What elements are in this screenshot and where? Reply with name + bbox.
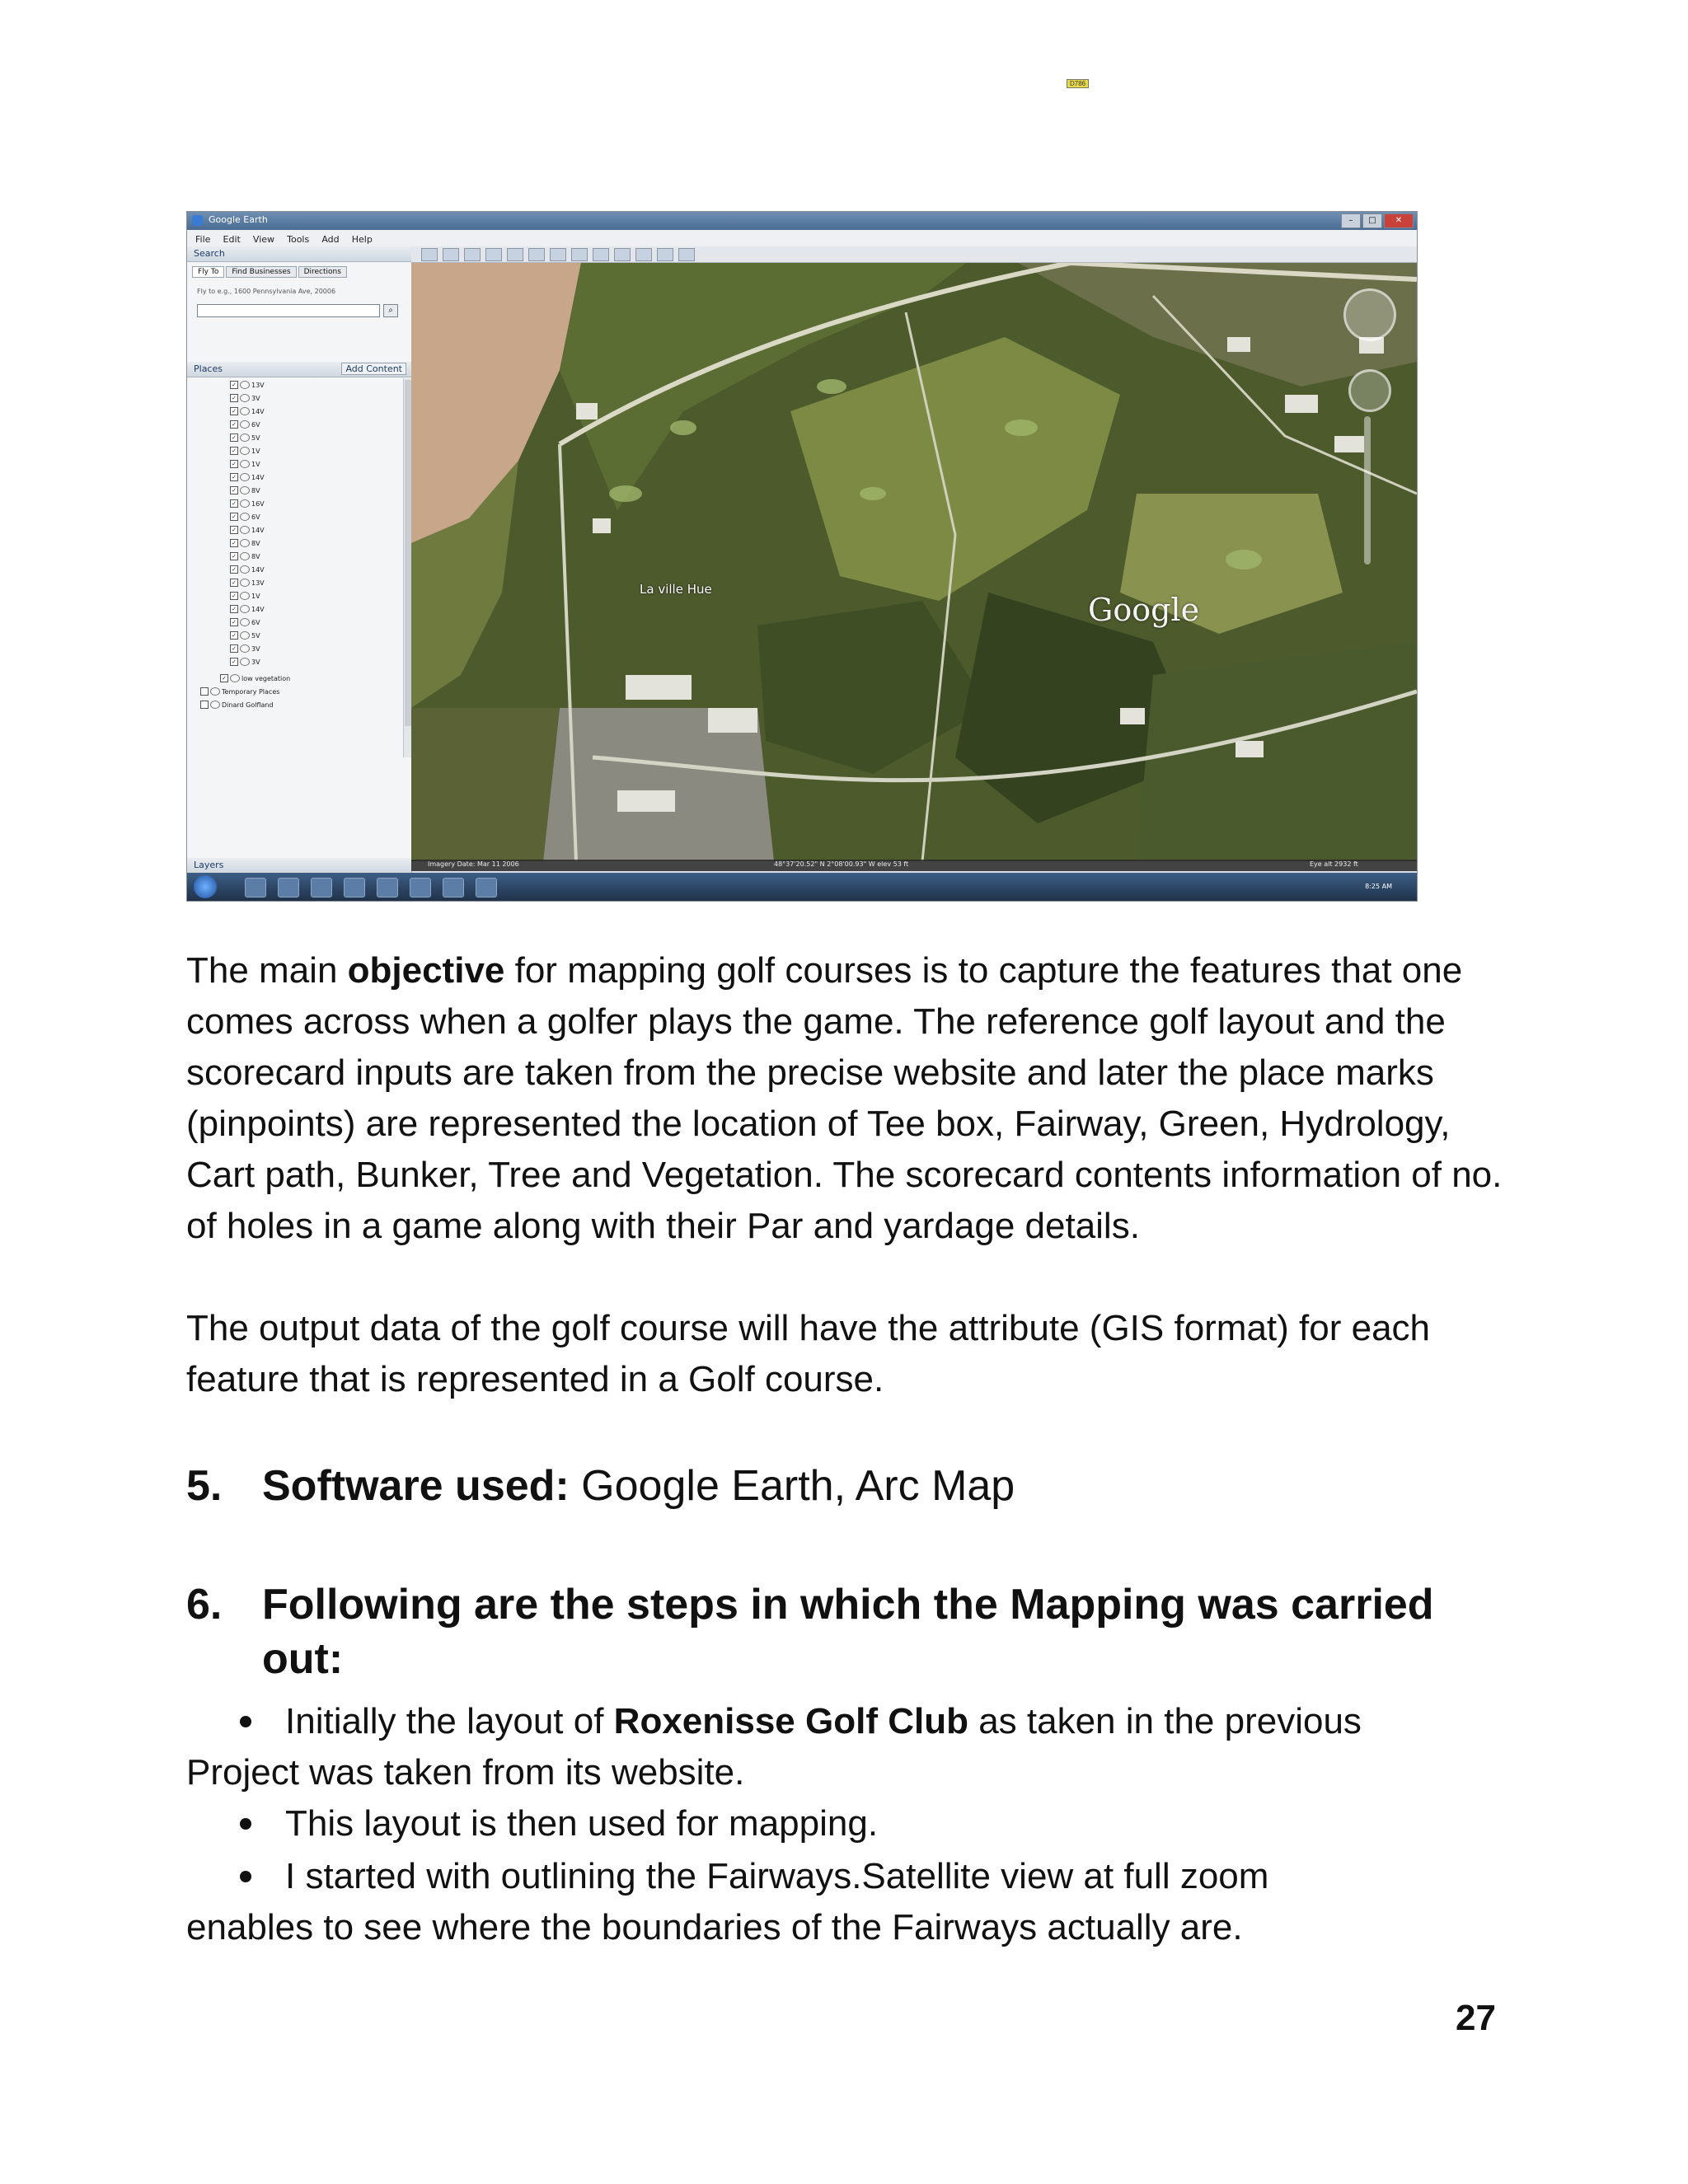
- placemark-icon: [240, 539, 250, 547]
- app-taskbar-icon[interactable]: [344, 878, 365, 898]
- ruler-icon[interactable]: [614, 248, 631, 261]
- scrollbar-thumb[interactable]: [405, 380, 411, 726]
- page-number: 27: [1456, 1998, 1496, 2038]
- window-titlebar: [187, 212, 1417, 230]
- list-item[interactable]: ✓ 3V: [230, 657, 260, 667]
- google-earth-app-icon: [192, 215, 203, 226]
- list-item[interactable]: ✓ 8V: [230, 485, 260, 495]
- paragraph-output-data: The output data of the golf course will have the attribute (GIS format) for each feature that is represented in a Golf course.: [186, 1308, 1431, 1399]
- placemark-icon: [240, 526, 250, 534]
- list-item[interactable]: ✓ 5V: [230, 630, 260, 640]
- app-taskbar-icon[interactable]: [311, 878, 332, 898]
- fly-to-hint: Fly to e.g., 1600 Pennsylvania Ave, 20006: [197, 288, 336, 295]
- list-item[interactable]: ✓ 6V: [230, 419, 260, 429]
- imagery-date: Imagery Date: Mar 11 2006: [428, 860, 519, 868]
- menu-add[interactable]: Add: [321, 234, 340, 245]
- checkbox-icon[interactable]: ✓: [230, 420, 238, 429]
- places-panel-title: Places: [194, 363, 223, 374]
- zoom-slider[interactable]: [1364, 416, 1371, 565]
- list-item[interactable]: ✓ 5V: [230, 433, 260, 443]
- placemark-icon: [240, 407, 250, 415]
- placemark-icon: [240, 565, 250, 574]
- checkbox-icon[interactable]: ✓: [230, 513, 238, 521]
- bullet-outlining-fairways: I started with outlining the Fairways.Satellite view at full zoom: [285, 1856, 1269, 1896]
- menu-view[interactable]: View: [252, 234, 275, 245]
- checkbox-icon[interactable]: ✓: [230, 473, 238, 481]
- placemark-icon: [240, 499, 250, 508]
- checkbox-icon[interactable]: ✓: [230, 644, 238, 653]
- search-panel-title: Search: [194, 248, 225, 259]
- list-item[interactable]: ✓ 1V: [230, 459, 260, 469]
- placemark-icon: [240, 434, 250, 442]
- placemark-icon: [240, 592, 250, 600]
- checkbox-icon[interactable]: [200, 701, 209, 709]
- tab-directions[interactable]: Directions: [298, 266, 347, 278]
- search-icon[interactable]: ⌕: [383, 304, 398, 317]
- folder-icon: [230, 674, 240, 682]
- paragraph-objective: The main objective for mapping golf courses is to capture the features that one comes across when a golfer plays the game. The reference golf layout and the scorecard inputs are taken from the precise website and later the place marks (pinpoints) are represented the location of Tee box, Fairway, Green, Hydrology, Cart path, Bunker, Tree and Vegetation. The scorecard contents information of no. of holes in a game along with their Par and yardage details.: [186, 950, 1503, 1246]
- layers-panel-header[interactable]: [187, 858, 411, 874]
- satellite-imagery: [411, 246, 1417, 861]
- bullet-outlining-fairways-continued: enables to see where the boundaries of the Fairways actually are.: [186, 1907, 1243, 1947]
- historical-imagery-icon[interactable]: [550, 248, 566, 261]
- checkbox-icon[interactable]: ✓: [230, 579, 238, 587]
- planet-icon[interactable]: [593, 248, 609, 261]
- list-item[interactable]: ✓ 14V: [230, 604, 265, 614]
- list-item[interactable]: ✓ 6V: [230, 617, 260, 627]
- placemark-icon: [240, 618, 250, 626]
- placemark-icon: [240, 658, 250, 666]
- checkbox-icon[interactable]: ✓: [230, 447, 238, 455]
- checkbox-icon[interactable]: ✓: [230, 381, 238, 389]
- polygon-tool-icon[interactable]: [464, 248, 481, 261]
- checkbox-icon[interactable]: ✓: [230, 605, 238, 613]
- menu-help[interactable]: Help: [351, 234, 373, 245]
- list-item[interactable]: ✓ 14V: [230, 472, 265, 482]
- print-icon[interactable]: [657, 248, 673, 261]
- checkbox-icon[interactable]: ✓: [230, 499, 238, 508]
- bullet-layout-used: This layout is then used for mapping.: [285, 1803, 879, 1844]
- checkbox-icon[interactable]: ✓: [220, 674, 228, 682]
- app-taskbar-icon[interactable]: [377, 878, 398, 898]
- checkbox-icon[interactable]: ✓: [230, 592, 238, 600]
- checkbox-icon[interactable]: ✓: [230, 658, 238, 666]
- search-input[interactable]: [197, 304, 380, 317]
- google-earth-taskbar-icon[interactable]: [443, 878, 464, 898]
- tour-tool-icon[interactable]: [528, 248, 545, 261]
- heading-steps: 6. Following are the steps in which the Mapping was carried: [186, 1581, 1434, 1629]
- map-place-label: La ville Hue: [640, 582, 712, 597]
- checkbox-icon[interactable]: ✓: [230, 526, 238, 534]
- menu-bar: [187, 230, 1417, 247]
- close-button[interactable]: ✕: [1384, 213, 1414, 228]
- places-list: [187, 377, 403, 805]
- list-item[interactable]: Temporary Places: [200, 687, 279, 696]
- placemark-icon: [240, 447, 250, 455]
- menu-tools[interactable]: Tools: [287, 234, 310, 245]
- list-item[interactable]: ✓ 16V: [230, 499, 265, 509]
- placemark-icon: [240, 381, 250, 389]
- checkbox-icon[interactable]: ✓: [230, 486, 238, 494]
- windows-taskbar: [187, 873, 1417, 901]
- bullet-icon: [240, 1716, 251, 1727]
- taskbar-clock: 8:25 AM: [1365, 883, 1392, 890]
- checkbox-icon[interactable]: ✓: [230, 539, 238, 547]
- list-item[interactable]: ✓ 14V: [230, 565, 265, 574]
- map-toolbar: [411, 246, 1417, 263]
- sidebar-toggle-icon[interactable]: [421, 248, 438, 261]
- placemark-icon: [240, 644, 250, 653]
- start-button-icon[interactable]: [194, 875, 217, 898]
- move-joystick-icon[interactable]: [1348, 369, 1391, 412]
- placemark-icon: [240, 473, 250, 481]
- heading-steps-continued: out:: [262, 1635, 344, 1683]
- list-item[interactable]: ✓ 1V: [230, 591, 260, 601]
- email-icon[interactable]: [635, 248, 652, 261]
- placemark-icon: [240, 486, 250, 494]
- bullet-layout-taken: Initially the layout of Roxenisse Golf Club as taken in the previous: [285, 1701, 1362, 1741]
- window-title: Google Earth: [209, 214, 268, 225]
- list-item[interactable]: ✓ 14V: [230, 406, 265, 416]
- list-item[interactable]: Dinard Golfland: [200, 700, 274, 710]
- placemark-icon: [240, 579, 250, 587]
- objective-bold: objective: [347, 950, 505, 991]
- placemark-icon: [240, 460, 250, 468]
- places-panel-header[interactable]: [187, 362, 411, 377]
- menu-file[interactable]: File: [195, 234, 211, 245]
- checkbox-icon[interactable]: ✓: [230, 618, 238, 626]
- cursor-coordinates: 48°37'20.52" N 2°08'00.93" W elev 53 ft: [774, 860, 909, 868]
- minimize-button[interactable]: –: [1341, 213, 1361, 228]
- search-panel-header[interactable]: [187, 246, 411, 262]
- placemark-icon: [240, 513, 250, 521]
- checkbox-icon[interactable]: ✓: [230, 565, 238, 574]
- heading-software-used: 5. Software used: Google Earth, Arc Map: [186, 1462, 1015, 1510]
- google-earth-screenshot: [186, 211, 1418, 902]
- placemark-icon: [240, 420, 250, 429]
- map-road-label: D786: [1067, 79, 1089, 88]
- list-item[interactable]: ✓ 14V: [230, 525, 265, 535]
- placemark-tool-icon[interactable]: [443, 248, 459, 261]
- checkbox-icon[interactable]: [200, 687, 209, 696]
- bullet-icon: [240, 1871, 251, 1882]
- checkbox-icon[interactable]: ✓: [230, 407, 238, 415]
- list-item[interactable]: ✓ 1V: [230, 446, 260, 456]
- app-taskbar-icon[interactable]: [476, 878, 497, 898]
- tab-fly-to[interactable]: Fly To: [192, 266, 224, 278]
- folder-icon: [210, 687, 220, 696]
- tab-find-businesses[interactable]: Find Businesses: [226, 266, 296, 278]
- explorer-taskbar-icon[interactable]: [278, 878, 299, 898]
- sidebar: [187, 246, 412, 873]
- app-taskbar-icon[interactable]: [410, 878, 431, 898]
- overlay-tool-icon[interactable]: [507, 248, 523, 261]
- eye-altitude: Eye alt 2932 ft: [1310, 860, 1358, 868]
- add-content-button[interactable]: Add Content: [341, 363, 406, 375]
- bullet-layout-taken-continued: Project was taken from its website.: [186, 1752, 745, 1793]
- map-status-bar: [411, 860, 1417, 871]
- acrobat-taskbar-icon[interactable]: [245, 878, 266, 898]
- placemark-icon: [240, 394, 250, 402]
- bullet-icon: [240, 1818, 251, 1830]
- satellite-map-view[interactable]: [411, 246, 1417, 861]
- placemark-icon: [240, 605, 250, 613]
- path-tool-icon[interactable]: [485, 248, 502, 261]
- placemark-icon: [240, 631, 250, 640]
- list-item[interactable]: ✓ 3V: [230, 644, 260, 654]
- menu-edit[interactable]: Edit: [223, 234, 241, 245]
- checkbox-icon[interactable]: ✓: [230, 394, 238, 402]
- list-item[interactable]: ✓ 8V: [230, 551, 260, 561]
- list-item[interactable]: ✓ low vegetation: [220, 673, 290, 683]
- maximize-button[interactable]: □: [1362, 213, 1382, 228]
- checkbox-icon[interactable]: ✓: [230, 552, 238, 560]
- layers-panel-title: Layers: [194, 860, 224, 870]
- checkbox-icon[interactable]: ✓: [230, 460, 238, 468]
- google-watermark: Google: [1088, 592, 1200, 628]
- google-maps-icon[interactable]: [678, 248, 695, 261]
- checkbox-icon[interactable]: ✓: [230, 631, 238, 640]
- list-item[interactable]: ✓ 3V: [230, 393, 260, 403]
- list-item[interactable]: ✓ 8V: [230, 538, 260, 548]
- list-item[interactable]: ✓ 13V: [230, 380, 265, 390]
- look-joystick-icon[interactable]: [1343, 288, 1396, 341]
- checkbox-icon[interactable]: ✓: [230, 434, 238, 442]
- list-item[interactable]: ✓ 13V: [230, 578, 265, 588]
- globe-icon: [210, 701, 220, 709]
- sun-icon[interactable]: [571, 248, 588, 261]
- placemark-icon: [240, 552, 250, 560]
- list-item[interactable]: ✓ 6V: [230, 512, 260, 522]
